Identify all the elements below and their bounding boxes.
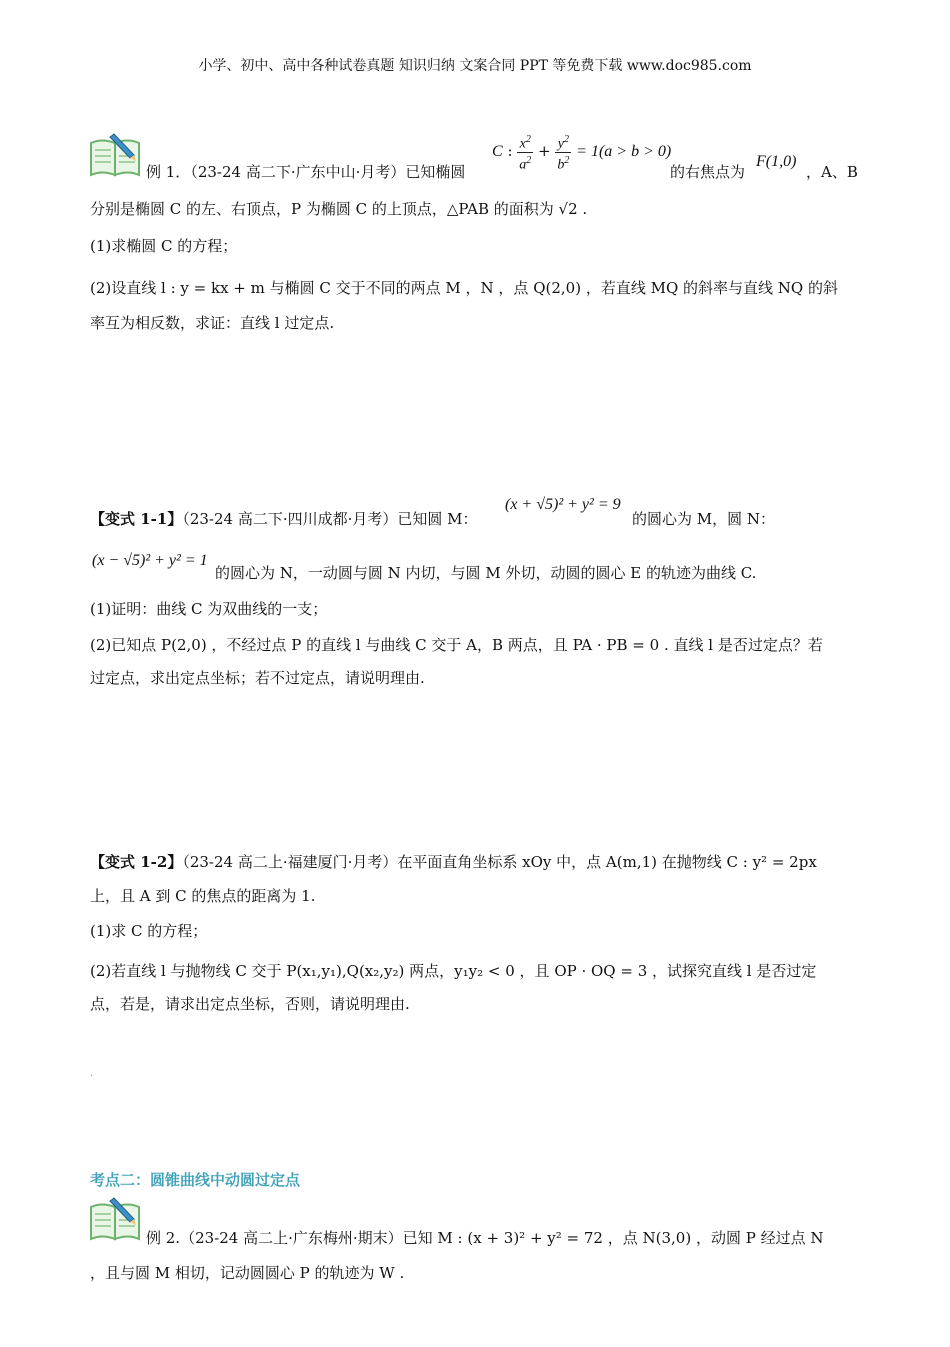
variant-1-2-label: 【变式 1-2】 bbox=[90, 853, 183, 871]
example-1-label: 例 1． bbox=[146, 163, 191, 181]
variant-1-2-question-1: (1)求 C 的方程； bbox=[90, 922, 208, 940]
example-1-question-2a: (2)设直线 l : y = kx + m 与椭圆 C 交于不同的两点 M ，N ，点 Q(2,0) ，若直线 MQ 的斜率与直线 NQ 的斜 bbox=[90, 279, 838, 297]
example-1-line-1 bbox=[146, 161, 465, 183]
example-2-line-2: ，且与圆 M 相切，记动圆圆心 P 的轨迹为 W . bbox=[90, 1264, 405, 1282]
example-2-line-1: 例 2.（23-24 高二上·广东梅州·期末）已知 M : (x + 3)² + y² = 72 ，点 N(3,0) ，动圆 P 经过点 N bbox=[146, 1229, 824, 1247]
example-1-question-2b: 率互为相反数，求证：直线 l 过定点. bbox=[90, 314, 335, 332]
circle-n-equation: (x − √5)² + y² = 1 bbox=[92, 552, 208, 569]
example-1-question-1: (1)求椭圆 C 的方程； bbox=[90, 237, 238, 255]
variant-1-1-question-1: (1)证明：曲线 C 为双曲线的一支； bbox=[90, 600, 328, 618]
example-1-line-1c: ，A、B bbox=[806, 163, 858, 181]
book-pencil-icon bbox=[88, 1197, 144, 1241]
variant-1-2-question-2b: 点，若是，请求出定点坐标，否则，请说明理由. bbox=[90, 995, 410, 1013]
example-2-label: 例 2. bbox=[146, 1229, 181, 1247]
variant-1-1-line-1b: 的圆心为 M，圆 N： bbox=[632, 510, 776, 528]
book-pencil-icon bbox=[88, 133, 144, 177]
variant-1-1-line-2: 的圆心为 N，一动圆与圆 N 内切，与圆 M 外切，动圆的圆心 E 的轨迹为曲线 C. bbox=[215, 564, 757, 582]
variant-1-1-question-2a: (2)已知点 P(2,0) ，不经过点 P 的直线 l 与曲线 C 交于 A，B 两点，且 PA · PB = 0 . 直线 l 是否过定点？若 bbox=[90, 636, 823, 654]
example-1-source: （23-24 高二下·广东中山·月考）已知椭圆 bbox=[190, 163, 466, 181]
circle-m-equation: (x + √5)² + y² = 9 bbox=[505, 496, 621, 513]
page-header: 小学、初中、高中各种试卷真题 知识归纳 文案合同 PPT 等免费下载 www.doc985.com bbox=[198, 58, 752, 74]
example-1-line-2: 分别是椭圆 C 的左、右顶点，P 为椭圆 C 的上顶点，△PAB 的面积为 √2 . bbox=[90, 200, 588, 218]
variant-1-2-question-2a: (2)若直线 l 与抛物线 C 交于 P(x₁,y₁),Q(x₂,y₂) 两点，y₁y₂ < 0 ，且 OP · OQ = 3 ，试探究直线 l 是否过定 bbox=[90, 962, 817, 980]
variant-1-2-line-1: 【变式 1-2】（23-24 高二上·福建厦门·月考）在平面直角坐标系 xOy 中，点 A(m,1) 在抛物线 C : y² = 2px bbox=[90, 853, 817, 871]
variant-1-1-question-2b: 过定点，求出定点坐标；若不过定点，请说明理由. bbox=[90, 669, 425, 687]
variant-1-1-label: 【变式 1-1】 bbox=[90, 510, 183, 528]
variant-1-1-line-1: 【变式 1-1】（23-24 高二下·四川成都·月考）已知圆 M： bbox=[90, 510, 478, 528]
focus-point: F(1,0) bbox=[756, 153, 797, 170]
section-2-title: 考点二：圆锥曲线中动圆过定点 bbox=[90, 1171, 301, 1189]
example-1-line-1b: 的右焦点为 bbox=[670, 163, 746, 181]
variant-1-2-line-2: 上，且 A 到 C 的焦点的距离为 1. bbox=[90, 887, 316, 905]
stray-dot: . bbox=[90, 1068, 94, 1079]
ellipse-equation: C : $\frac{x^2}{a^2}$ + $\frac{y^2}{b^2}$ = 1(a > b > 0) bbox=[492, 134, 672, 173]
